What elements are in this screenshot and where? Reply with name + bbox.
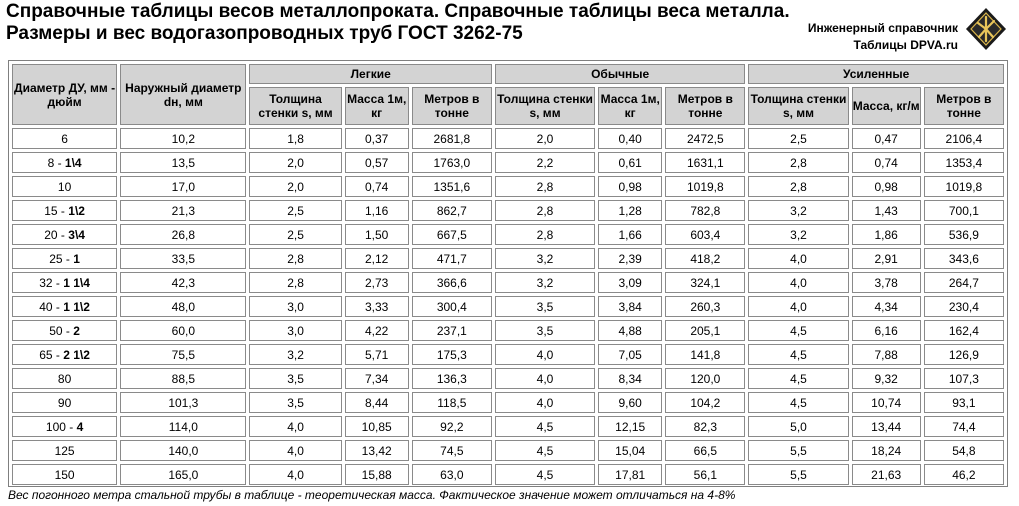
cell-normal-meters: 120,0 [665,368,745,389]
cell-light-thickness: 1,8 [249,128,341,149]
cell-heavy-meters: 46,2 [924,464,1004,485]
cell-dn-mm: 125 [54,443,75,458]
cell-light-thickness: 2,8 [249,272,341,293]
header-light-thickness: Толщина стенки s, мм [249,87,341,125]
cell-light-thickness: 2,5 [249,224,341,245]
cell-normal-meters: 418,2 [665,248,745,269]
cell-normal-mass: 0,40 [598,128,662,149]
cell-light-mass: 0,74 [345,176,409,197]
table-row [12,368,1004,389]
cell-outer-diameter: 114,0 [120,416,246,437]
cell-heavy-thickness: 4,5 [748,392,848,413]
cell-dn-inch: 3\4 [68,227,85,242]
cell-heavy-thickness: 3,2 [748,200,848,221]
cell-heavy-mass: 1,43 [852,200,921,221]
cell-outer-diameter: 75,5 [120,344,246,365]
cell-normal-meters: 66,5 [665,440,745,461]
cell-normal-thickness: 2,2 [495,152,595,173]
cell-normal-meters: 1631,1 [665,152,745,173]
cell-normal-thickness: 4,5 [495,440,595,461]
cell-normal-mass: 17,81 [598,464,662,485]
cell-light-meters: 92,2 [412,416,492,437]
cell-normal-mass: 3,84 [598,296,662,317]
cell-heavy-mass: 9,32 [852,368,921,389]
cell-light-thickness: 3,0 [249,296,341,317]
cell-heavy-meters: 162,4 [924,320,1004,341]
pipe-table-container [8,60,1008,487]
brand-line-1: Инженерный справочник [807,21,958,35]
table-row [12,464,1004,485]
cell-normal-mass: 0,61 [598,152,662,173]
cell-normal-thickness: 3,5 [495,320,595,341]
cell-outer-diameter: 33,5 [120,248,246,269]
cell-heavy-meters: 107,3 [924,368,1004,389]
dpva-diamond-logo-icon[interactable] [964,6,1008,52]
cell-heavy-mass: 13,44 [852,416,921,437]
cell-normal-thickness: 2,8 [495,224,595,245]
table-row [12,392,1004,413]
cell-dn [12,176,117,197]
cell-normal-mass: 1,66 [598,224,662,245]
cell-light-meters: 471,7 [412,248,492,269]
cell-normal-mass: 0,98 [598,176,662,197]
cell-heavy-meters: 264,7 [924,272,1004,293]
cell-dn-mm: 80 [57,371,72,386]
cell-heavy-thickness: 5,0 [748,416,848,437]
cell-light-mass: 0,57 [345,152,409,173]
cell-light-meters: 667,5 [412,224,492,245]
cell-normal-meters: 260,3 [665,296,745,317]
header-heavy-meters: Метров в тонне [924,87,1004,125]
cell-normal-mass: 9,60 [598,392,662,413]
cell-heavy-meters: 230,4 [924,296,1004,317]
cell-dn [12,272,117,293]
cell-heavy-meters: 54,8 [924,440,1004,461]
cell-dn-inch: 1 1\2 [63,299,90,314]
cell-heavy-thickness: 3,2 [748,224,848,245]
cell-light-meters: 74,5 [412,440,492,461]
table-row [12,128,1004,149]
cell-dn [12,200,117,221]
cell-normal-thickness: 2,0 [495,128,595,149]
cell-dn [12,344,117,365]
cell-heavy-thickness: 4,0 [748,296,848,317]
cell-dn-mm: 65 - [39,347,64,362]
cell-normal-thickness: 3,2 [495,248,595,269]
cell-light-meters: 366,6 [412,272,492,293]
header-normal-thickness: Толщина стенки s, мм [495,87,595,125]
cell-heavy-thickness: 4,5 [748,368,848,389]
cell-dn-mm: 15 - [44,203,69,218]
cell-normal-meters: 205,1 [665,320,745,341]
cell-light-mass: 8,44 [345,392,409,413]
cell-light-mass: 2,73 [345,272,409,293]
cell-light-meters: 237,1 [412,320,492,341]
cell-light-thickness: 3,5 [249,392,341,413]
cell-light-meters: 175,3 [412,344,492,365]
cell-light-meters: 136,3 [412,368,492,389]
cell-heavy-meters: 1019,8 [924,176,1004,197]
cell-heavy-mass: 0,98 [852,176,921,197]
table-row [12,224,1004,245]
cell-light-mass: 2,12 [345,248,409,269]
cell-dn-mm: 150 [54,467,75,482]
cell-light-thickness: 3,0 [249,320,341,341]
cell-dn [12,416,117,437]
cell-normal-meters: 141,8 [665,344,745,365]
table-row [12,440,1004,461]
cell-outer-diameter: 88,5 [120,368,246,389]
cell-light-mass: 5,71 [345,344,409,365]
table-row [12,248,1004,269]
cell-outer-diameter: 48,0 [120,296,246,317]
cell-heavy-meters: 93,1 [924,392,1004,413]
cell-light-meters: 300,4 [412,296,492,317]
cell-dn-inch: 2 1\2 [63,347,90,362]
cell-dn-inch: 4 [76,419,84,434]
cell-heavy-meters: 536,9 [924,224,1004,245]
cell-heavy-mass: 4,34 [852,296,921,317]
footer-note: Вес погонного метра стальной трубы в таблице - теоретическая масса. Фактическое значение может отличаться на 4-8% [8,488,736,502]
cell-light-meters: 63,0 [412,464,492,485]
brand-line-2: Таблицы DPVA.ru [853,38,958,52]
header-dn: Диаметр ДУ, мм - дюйм [12,64,117,125]
cell-dn-mm: 10 [57,179,72,194]
cell-normal-meters: 82,3 [665,416,745,437]
header-light-meters: Метров в тонне [412,87,492,125]
cell-normal-mass: 4,88 [598,320,662,341]
cell-normal-mass: 7,05 [598,344,662,365]
cell-heavy-mass: 6,16 [852,320,921,341]
header-outer-diameter: Наружный диаметр dн, мм [120,64,246,125]
cell-light-meters: 118,5 [412,392,492,413]
cell-normal-meters: 1019,8 [665,176,745,197]
cell-heavy-meters: 126,9 [924,344,1004,365]
cell-light-mass: 15,88 [345,464,409,485]
cell-dn [12,224,117,245]
cell-dn [12,152,117,173]
cell-normal-meters: 2472,5 [665,128,745,149]
cell-light-thickness: 2,5 [249,200,341,221]
cell-heavy-meters: 700,1 [924,200,1004,221]
cell-dn [12,128,117,149]
cell-light-mass: 1,50 [345,224,409,245]
cell-outer-diameter: 42,3 [120,272,246,293]
cell-dn [12,440,117,461]
table-row [12,296,1004,317]
cell-dn [12,392,117,413]
cell-outer-diameter: 17,0 [120,176,246,197]
cell-normal-mass: 15,04 [598,440,662,461]
table-row [12,344,1004,365]
cell-normal-thickness: 4,0 [495,392,595,413]
header-group-heavy: Усиленные [748,64,1004,84]
cell-heavy-thickness: 4,5 [748,320,848,341]
cell-heavy-meters: 343,6 [924,248,1004,269]
cell-normal-thickness: 4,0 [495,368,595,389]
cell-light-thickness: 4,0 [249,464,341,485]
cell-heavy-thickness: 5,5 [748,464,848,485]
cell-heavy-mass: 2,91 [852,248,921,269]
table-row [12,272,1004,293]
cell-outer-diameter: 10,2 [120,128,246,149]
cell-outer-diameter: 140,0 [120,440,246,461]
cell-dn-inch: 1 1\4 [63,275,90,290]
cell-outer-diameter: 26,8 [120,224,246,245]
cell-outer-diameter: 101,3 [120,392,246,413]
cell-outer-diameter: 60,0 [120,320,246,341]
cell-heavy-mass: 1,86 [852,224,921,245]
cell-normal-mass: 12,15 [598,416,662,437]
header-normal-meters: Метров в тонне [665,87,745,125]
cell-normal-thickness: 2,8 [495,200,595,221]
header-group-light: Легкие [249,64,491,84]
table-row [12,200,1004,221]
cell-normal-mass: 8,34 [598,368,662,389]
cell-normal-thickness: 4,5 [495,464,595,485]
header-normal-mass: Масса 1м, кг [598,87,662,125]
header-light-mass: Масса 1м, кг [345,87,409,125]
cell-normal-thickness: 4,5 [495,416,595,437]
cell-dn [12,464,117,485]
cell-light-meters: 2681,8 [412,128,492,149]
brand-text[interactable] [808,20,958,54]
cell-heavy-mass: 10,74 [852,392,921,413]
cell-heavy-mass: 21,63 [852,464,921,485]
header-heavy-mass: Масса, кг/м [852,87,921,125]
cell-dn-mm: 32 - [39,275,64,290]
cell-heavy-mass: 0,47 [852,128,921,149]
cell-heavy-mass: 3,78 [852,272,921,293]
cell-light-thickness: 2,8 [249,248,341,269]
cell-normal-mass: 1,28 [598,200,662,221]
cell-heavy-thickness: 2,8 [748,176,848,197]
cell-outer-diameter: 165,0 [120,464,246,485]
table-row [12,152,1004,173]
cell-dn-mm: 50 - [49,323,74,338]
cell-dn-mm: 100 - [45,419,77,434]
cell-heavy-mass: 7,88 [852,344,921,365]
cell-dn-mm: 20 - [44,227,69,242]
cell-normal-meters: 56,1 [665,464,745,485]
cell-light-mass: 4,22 [345,320,409,341]
cell-light-thickness: 2,0 [249,176,341,197]
cell-light-thickness: 3,2 [249,344,341,365]
cell-normal-mass: 3,09 [598,272,662,293]
cell-dn-inch: 1\4 [64,155,82,170]
cell-light-mass: 0,37 [345,128,409,149]
cell-dn-mm: 40 - [39,299,64,314]
cell-dn-inch: 1 [73,251,80,266]
cell-heavy-thickness: 2,5 [748,128,848,149]
cell-outer-diameter: 21,3 [120,200,246,221]
cell-normal-thickness: 3,2 [495,272,595,293]
cell-normal-thickness: 2,8 [495,176,595,197]
cell-light-meters: 862,7 [412,200,492,221]
cell-normal-meters: 782,8 [665,200,745,221]
cell-light-thickness: 4,0 [249,440,341,461]
cell-dn [12,248,117,269]
cell-light-thickness: 4,0 [249,416,341,437]
cell-heavy-thickness: 2,8 [748,152,848,173]
cell-normal-meters: 104,2 [665,392,745,413]
cell-light-mass: 10,85 [345,416,409,437]
cell-dn-mm: 8 - [47,155,65,170]
cell-heavy-mass: 0,74 [852,152,921,173]
cell-dn-mm: 25 - [49,251,74,266]
table-row [12,320,1004,341]
cell-light-mass: 1,16 [345,200,409,221]
cell-light-thickness: 3,5 [249,368,341,389]
cell-heavy-thickness: 4,0 [748,272,848,293]
cell-heavy-meters: 1353,4 [924,152,1004,173]
cell-heavy-thickness: 4,0 [748,248,848,269]
page-header [6,0,1016,58]
cell-outer-diameter: 13,5 [120,152,246,173]
cell-light-mass: 13,42 [345,440,409,461]
cell-dn [12,296,117,317]
cell-light-meters: 1351,6 [412,176,492,197]
cell-normal-meters: 603,4 [665,224,745,245]
cell-light-mass: 3,33 [345,296,409,317]
cell-dn [12,320,117,341]
cell-dn-mm: 90 [57,395,72,410]
cell-heavy-meters: 2106,4 [924,128,1004,149]
header-group-normal: Обычные [495,64,745,84]
cell-normal-thickness: 4,0 [495,344,595,365]
cell-heavy-thickness: 4,5 [748,344,848,365]
cell-heavy-thickness: 5,5 [748,440,848,461]
pipe-table-body [12,128,1004,485]
cell-normal-meters: 324,1 [665,272,745,293]
cell-light-meters: 1763,0 [412,152,492,173]
table-row [12,176,1004,197]
page-title: Справочные таблицы весов металлопроката. Справочные таблицы веса металла. Размеры и вес водогазопроводных труб ГОСТ 3262-75 [6,1,790,44]
cell-light-mass: 7,34 [345,368,409,389]
cell-heavy-mass: 18,24 [852,440,921,461]
header-heavy-thickness: Толщина стенки s, мм [748,87,848,125]
cell-normal-mass: 2,39 [598,248,662,269]
cell-dn-inch: 2 [73,323,80,338]
cell-dn-mm: 6 [61,131,68,146]
table-row [12,416,1004,437]
cell-dn [12,368,117,389]
cell-light-thickness: 2,0 [249,152,341,173]
cell-dn-inch: 1\2 [68,203,85,218]
cell-heavy-meters: 74,4 [924,416,1004,437]
pipe-table [9,61,1007,488]
cell-normal-thickness: 3,5 [495,296,595,317]
